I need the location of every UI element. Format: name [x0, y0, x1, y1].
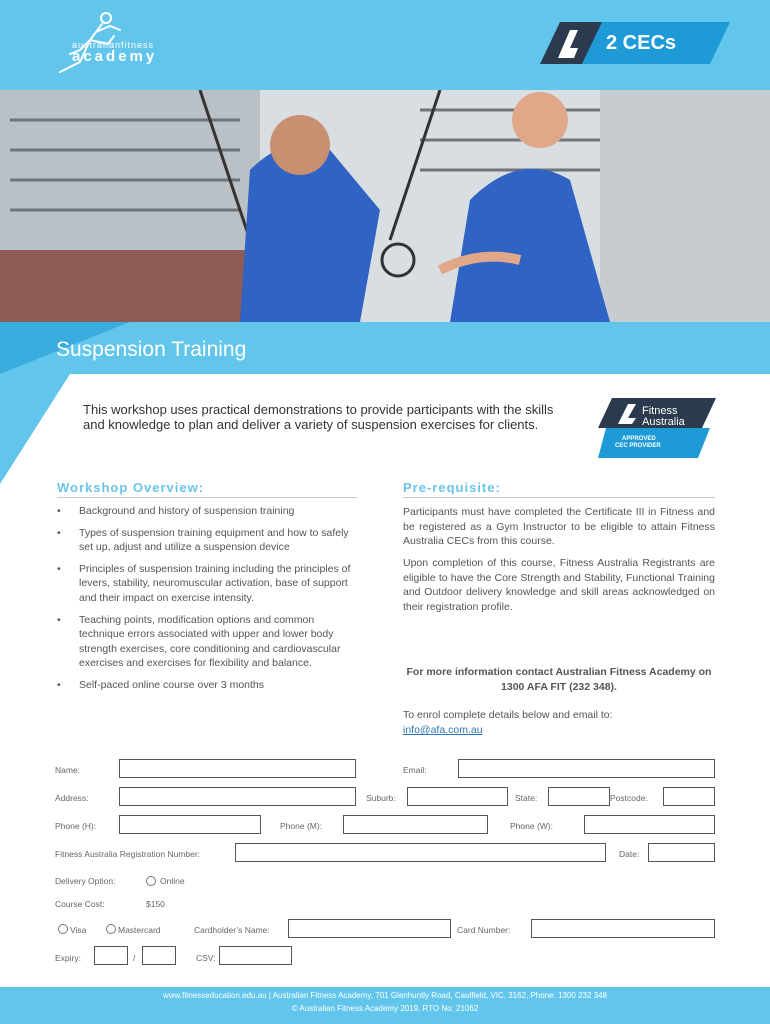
- expiry-year-field[interactable]: [142, 946, 176, 965]
- page-title: Suspension Training: [56, 338, 247, 361]
- online-radio[interactable]: [146, 876, 156, 886]
- intro-text: This workshop uses practical demonstrations to provide participants with the skills and knowledge to plan and deliver a variety of suspension exercises for clients.: [83, 402, 554, 432]
- training-photo: [0, 90, 770, 322]
- badge-line4: CEC PROVIDER: [615, 443, 661, 449]
- name-field[interactable]: [119, 759, 356, 778]
- badge-line1: Fitness: [642, 405, 678, 417]
- phone-h-field[interactable]: [119, 815, 261, 834]
- card-number-label: Card Number:: [457, 925, 511, 935]
- expiry-label: Expiry:: [55, 953, 81, 963]
- suburb-field[interactable]: [407, 787, 508, 806]
- date-field[interactable]: [648, 843, 715, 862]
- overview-rule: [57, 497, 357, 498]
- postcode-label: Postcode:: [610, 793, 648, 803]
- list-item: • Teaching points, modification options and common technique errors associated with upper and lower body strength exercises, core conditioning and cardiovascular exercises and exercises for flexibility and balance.: [57, 613, 357, 671]
- online-label: Online: [160, 876, 185, 886]
- delivery-label: Delivery Option:: [55, 876, 116, 886]
- email-field[interactable]: [458, 759, 715, 778]
- email-link[interactable]: info@afa.com.au: [403, 724, 483, 736]
- left-accent-shape: [0, 374, 70, 484]
- csv-label: CSV:: [196, 953, 216, 963]
- address-label: Address:: [55, 793, 89, 803]
- fa-reg-field[interactable]: [235, 843, 606, 862]
- prereq-para1: Participants must have completed the Certificate III in Fitness and be registered as a Gym Instructor to be eligible to attain Fitness Australia CECs from this course.: [403, 506, 715, 548]
- email-label: Email:: [403, 765, 427, 775]
- cardholder-field[interactable]: [288, 919, 451, 938]
- visa-radio[interactable]: [58, 924, 68, 934]
- date-label: Date:: [619, 849, 640, 859]
- state-label: State:: [515, 793, 538, 803]
- badge-line3: APPROVED: [622, 436, 656, 442]
- cost-value: $150: [146, 899, 165, 909]
- footer-address: www.fitnesseducation.edu.au | Australian Fitness Academy, 701 Glenhuntly Road, Caulfield, VIC, 3162, Phone: 1300 232 348: [163, 991, 607, 1000]
- badge-line2: Australia: [642, 416, 685, 428]
- list-item: • Types of suspension training equipment and how to safely set up, adjust and utilize a suspension device: [57, 526, 357, 555]
- contact-info: For more information contact Australian Fitness Academy on 1300 AFA FIT (232 348).: [406, 666, 712, 693]
- phone-w-label: Phone (W):: [510, 821, 553, 831]
- address-field[interactable]: [119, 787, 356, 806]
- cec-label: 2 CECs: [606, 32, 677, 54]
- mastercard-radio[interactable]: [106, 924, 116, 934]
- logo-text-top: australianfitness: [72, 40, 155, 50]
- suburb-label: Suburb:: [366, 793, 396, 803]
- phone-w-field[interactable]: [584, 815, 715, 834]
- card-number-field[interactable]: [531, 919, 715, 938]
- mastercard-label: Mastercard: [118, 925, 161, 935]
- prereq-heading: Pre-requisite:: [403, 480, 501, 495]
- overview-heading: Workshop Overview:: [57, 480, 205, 495]
- csv-field[interactable]: [219, 946, 292, 965]
- postcode-field[interactable]: [663, 787, 715, 806]
- name-label: Name:: [55, 765, 81, 775]
- cost-label: Course Cost:: [55, 899, 105, 909]
- list-item: • Background and history of suspension training: [57, 504, 357, 519]
- footer-copyright: © Australian Fitness Academy 2019, RTO No: 21062: [291, 1004, 479, 1013]
- fa-reg-label: Fitness Australia Registration Number:: [55, 849, 201, 859]
- phone-h-label: Phone (H):: [55, 821, 97, 831]
- state-field[interactable]: [548, 787, 610, 806]
- list-item: • Principles of suspension training including the principles of levers, stability, neuromuscular activation, base of support and their impact on exercise intensity.: [57, 562, 357, 606]
- list-item: • Self-paced online course over 3 months: [57, 678, 357, 693]
- logo-text-academy: academy: [72, 48, 158, 65]
- prereq-rule: [403, 497, 715, 498]
- expiry-month-field[interactable]: [94, 946, 128, 965]
- cardholder-label: Cardholder’s Name:: [194, 925, 270, 935]
- phone-m-field[interactable]: [343, 815, 488, 834]
- enrol-instruction: To enrol complete details below and email to:: [403, 709, 613, 721]
- overview-list: [57, 504, 357, 700]
- prereq-para2: Upon completion of this course, Fitness Australia Registrants are eligible to have the Core Strength and Stability, Functional Training and Outdoor delivery knowledge and skill areas acknowledged on their registration profile.: [403, 557, 715, 613]
- visa-label: Visa: [70, 925, 87, 935]
- phone-m-label: Phone (M):: [280, 821, 323, 831]
- expiry-slash: /: [133, 953, 136, 963]
